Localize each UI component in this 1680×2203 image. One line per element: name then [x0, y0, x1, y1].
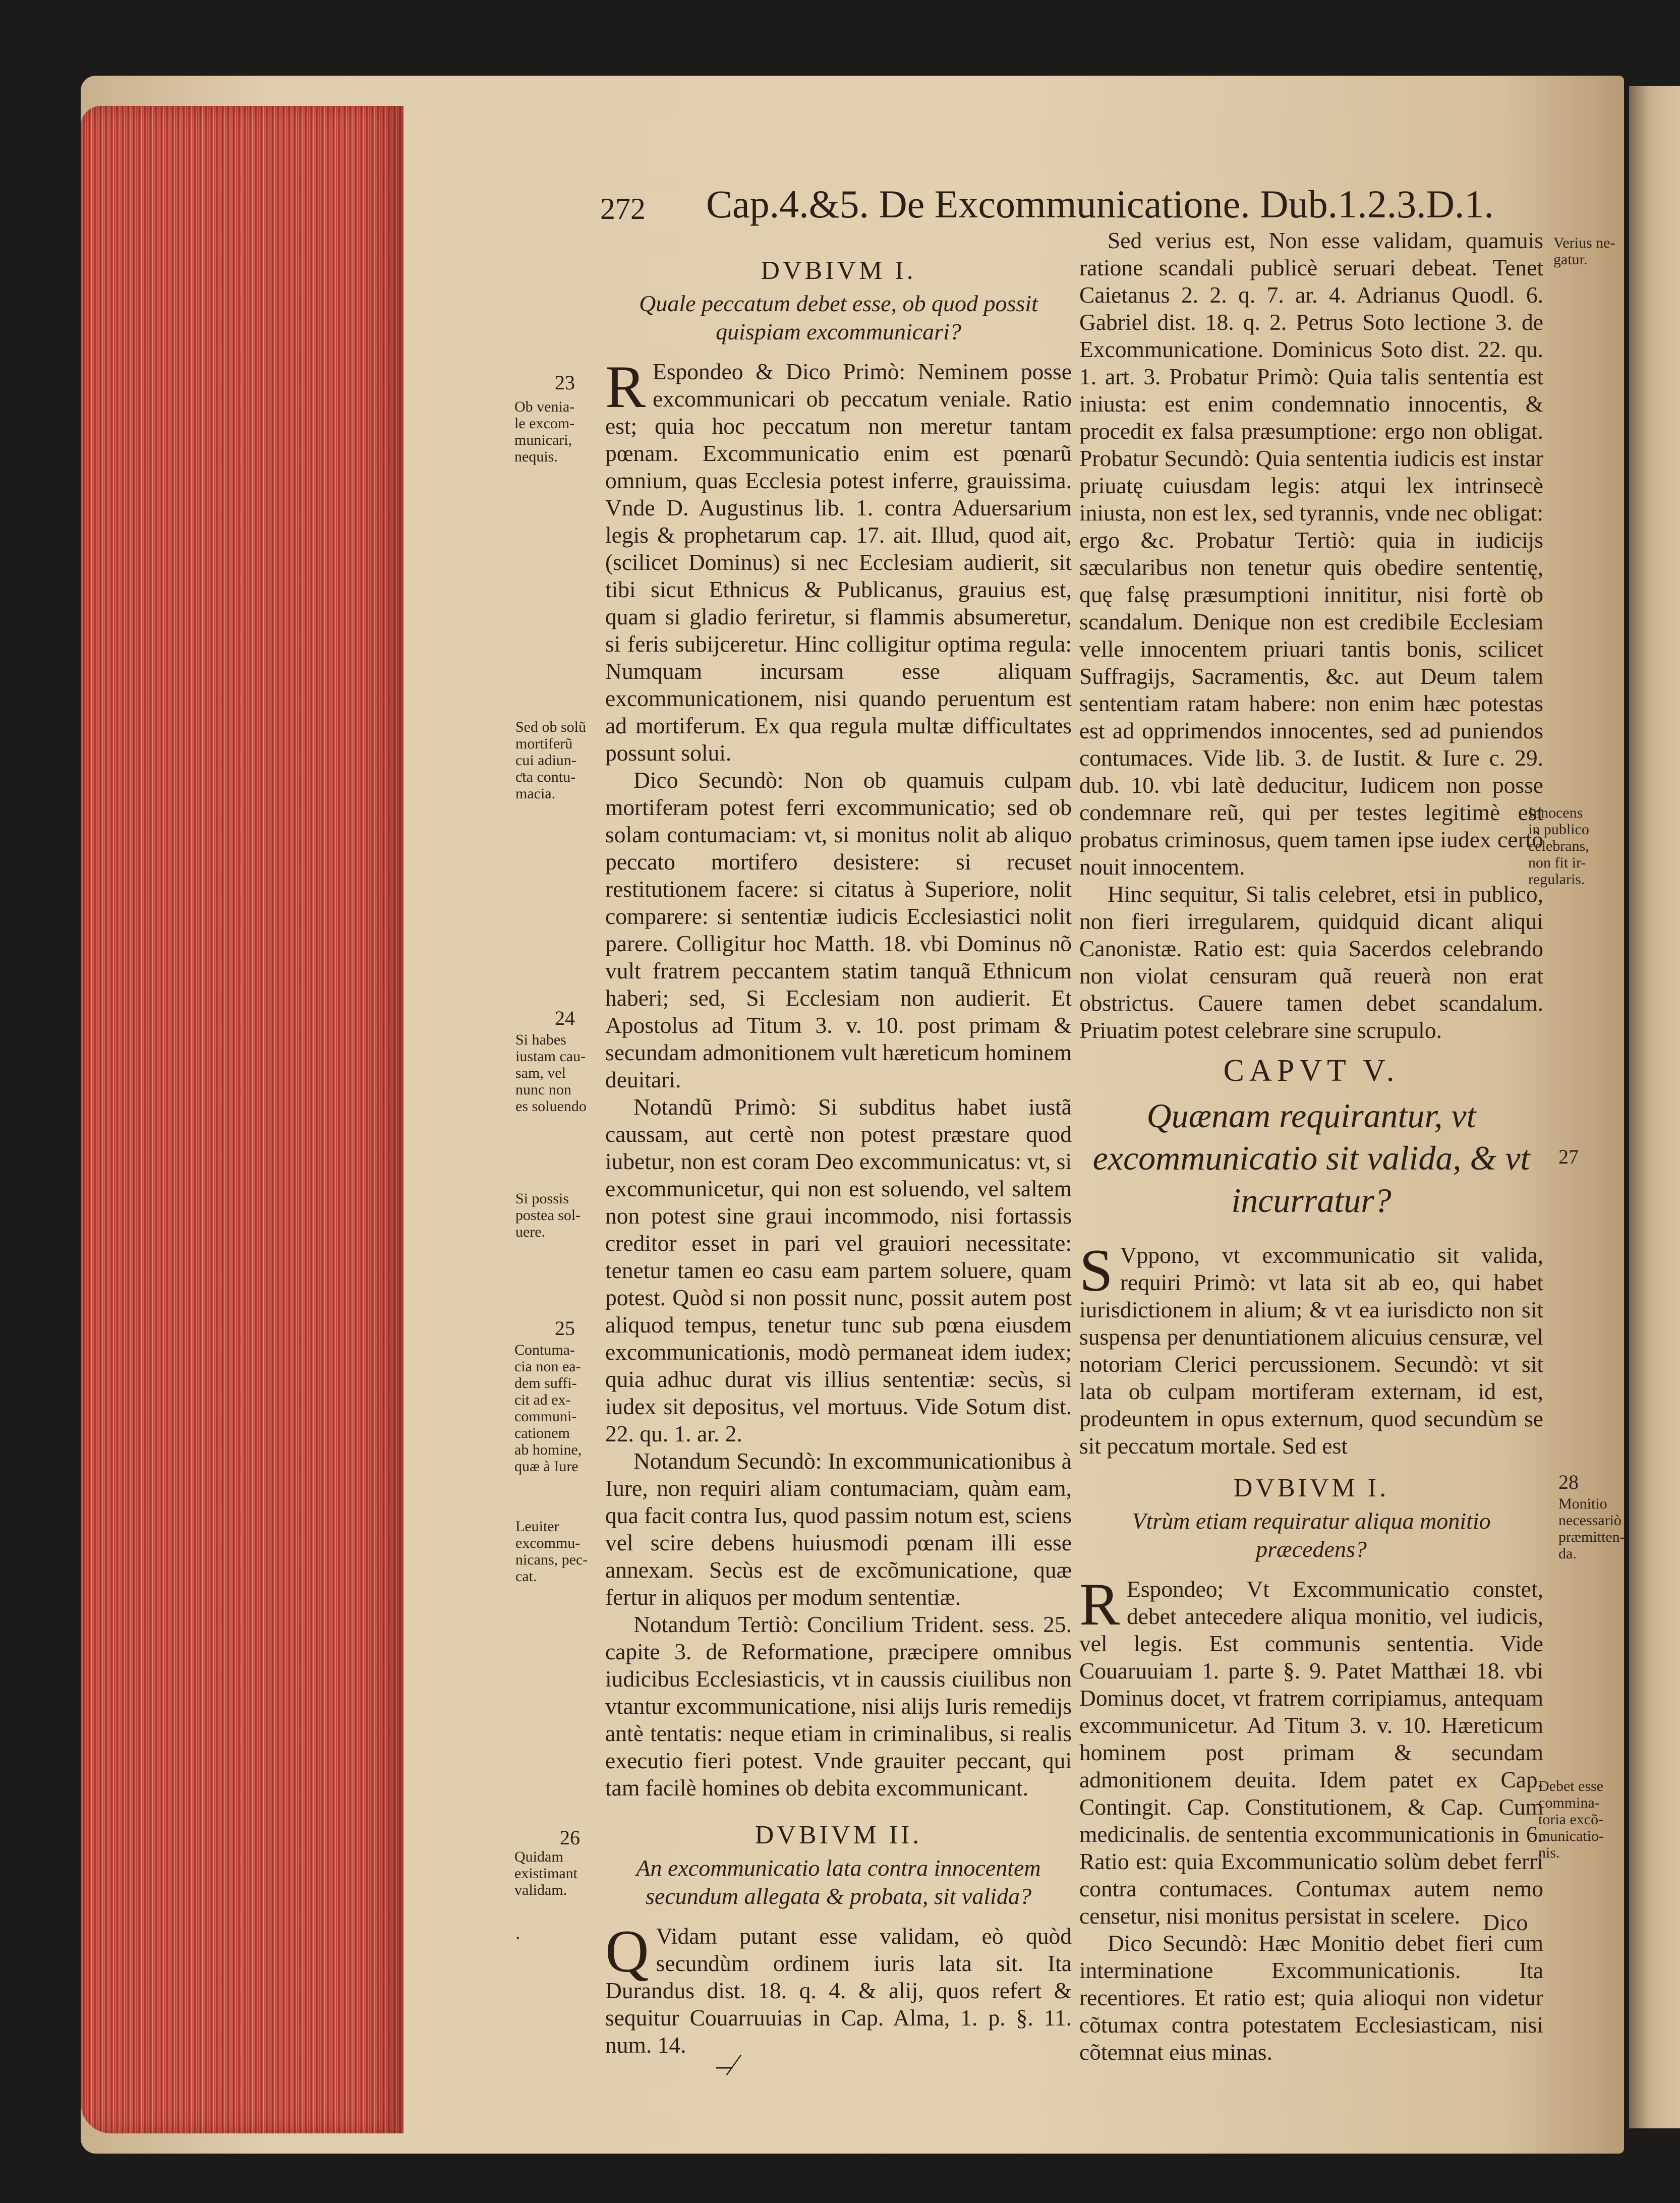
margin-note: Sed ob solũ mortiferũ cui adiun- ƈta contu- macia.	[515, 719, 587, 802]
dubium-1-question: Quale peccatum debet esse, ob quod possit quispiam excommunicari?	[639, 291, 1038, 344]
margin-note: Contuma- cia non ea- dem suffi- cit ad ex- communi- cationem ab homine, quæ à Iure	[514, 1342, 582, 1475]
margin-number: 24	[555, 1007, 575, 1029]
running-head-title: Cap.4.&5. De Excommunicatione. Dub.1.2.3.D.1.	[706, 182, 1494, 226]
paragraph: Notandum Tertiò: Concilium Trident. sess. 25. capite 3. de Reformatione, præcipere omnibus iudicibus Ecclesiasticis, vt in caussis ciuilibus non vtantur excommunicatione, nisi alijs Iuris remedijs antè tentatis: neque etiam in criminalibus, si realis executio fieri potest. Vnde grauiter peccant, qui tam facilè homines ob debita excommunicant.	[605, 1611, 1072, 1801]
margin-note: Ob venia- le excom- municari, nequis.	[514, 398, 575, 465]
paragraph	[1079, 1571, 1543, 1930]
paragraph: Notandum Secundò: In excommunicationibus à Iure, non requiri aliam contumaciam, quàm eam, qua facit contra Ius, quod passim notum est, sciens vel scire debens huiusmodi pœnam illi esse annexam. Secùs est de excõmunicatione, quæ fertur in aliquos per modum sententiæ.	[605, 1448, 1072, 1610]
ink-stroke-mark: –⁄	[716, 2048, 737, 2081]
margin-number: 25	[555, 1317, 575, 1340]
paragraph: Dico Secundò: Hæc Monitio debet fieri cum interminatione Excommunicationis. Ita recentiores. Et ratio est; quia alioqui non videtur cõtumax contra potestatem Ecclesiasticam, nisi cõtemnat eius minas.	[1079, 1930, 1543, 2065]
paragraph-text: Espondeo & Dico Primò: Neminem posse excommunicari ob peccatum veniale. Ratio est; quia hoc peccatum non meretur tantam pœnam. Excommunicatio enim est pœnarũ omnium, quas Ecclesia potest inferre, grauissima. Vnde D. Augustinus lib. 1. contra Aduersarium legis & prophetarum cap. 17. ait. Illud, quod ait, (scilicet Dominus) si nec Ecclesiam audierit, sit tibi sicut Ethnicus & Publicanus, grauius est, quam si gladio feriretur, si flammis absumeretur, si feris subijceretur. Hinc colligitur optima regula: Numquam incursam esse aliquam excommunicationem, nisi quando peruentum est ad mortiferum. Ex qua regula multæ difficultates possunt solui.	[605, 359, 1072, 766]
margin-note: Debet esse commina- toria excõ- municatio- nis.	[1538, 1778, 1604, 1861]
chapter-heading: CAPVT V.	[1223, 1054, 1400, 1088]
margin-note: Monitio necessariò præmitten- da.	[1558, 1495, 1625, 1562]
margin-note: Si possis postea sol- uere.	[515, 1190, 581, 1240]
facing-page-edge	[1629, 86, 1680, 2128]
margin-note: Si habes iustam cau- sam, vel nunc non es soluendo	[515, 1031, 587, 1115]
drop-cap: Q	[605, 1918, 649, 1985]
page-edges-red	[81, 106, 403, 2133]
right-column	[1079, 227, 1543, 2066]
paragraph	[605, 1918, 1072, 2059]
dubium-2-heading: DVBIVM II.	[755, 1821, 922, 1849]
margin-number: 28	[1558, 1471, 1579, 1493]
dubium-heading: DVBIVM I.	[1233, 1474, 1389, 1502]
paragraph	[605, 353, 1072, 767]
margin-note: Verius ne- gatur.	[1553, 235, 1615, 268]
left-column	[605, 257, 1072, 2059]
paragraph	[1079, 1237, 1543, 1460]
margin-number: 27	[1558, 1145, 1579, 1168]
margin-number: 26	[560, 1826, 580, 1849]
dubium-question: Vtrùm etiam requiratur aliqua monitio præcedens?	[1132, 1508, 1491, 1562]
paragraph-text: Vidam putant esse validam, eò quòd secundùm ordinem iuris lata sit. Ita Durandus dist. 18. q. 4. & alij, quos refert & sequitur Couarruuias in Cap. Alma, 1. p. §. 11. num. 14.	[605, 1923, 1072, 2058]
drop-cap: R	[1079, 1571, 1120, 1638]
page-number: 272	[600, 192, 646, 225]
margin-note: Innocens in publico celebrans, non fit ir- regularis.	[1528, 804, 1589, 888]
ink-dot-mark: ˙	[514, 1932, 522, 1955]
dubium-2-question: An excommunicatio lata contra innocentem secundum allegata & probata, sit valida?	[636, 1855, 1041, 1909]
paragraph-text: Vppono, vt excommunicatio sit valida, requiri Primò: vt lata sit ab eo, qui habet iurisdictionem in alium; & vt ea iurisdicto non sit suspensa per denuntiationem alicuius censuræ, vel notoriam Clerici percussionem. Secundò: vt sit lata ob culpam mortiferam externam, id est, prodeuntem in opus externum, quod secundùm se sit peccatum mortale. Sed est	[1079, 1242, 1543, 1459]
paragraph: Dico Secundò: Non ob quamuis culpam mortiferam potest ferri excommunicatio; sed ob solam contumaciam: vt, si monitus nolit ab aliquo peccato mortifero desistere: si recuset restitutionem facere: si citatus à Superiore, nolit comparere: si sententiæ iudicis Ecclesiastici nolit parere. Colligitur hoc Matth. 18. vbi Dominus nõ vult fratrem peccantem statim tanquã Ethnicum haberi; sed, Si Ecclesiam non audierit. Et Apostolus ad Titum 3. v. 10. post primam & secundam admonitionem vult hæreticum hominem deuitari.	[605, 767, 1072, 1092]
margin-note: Leuiter excommu- nicans, pec- cat.	[515, 1518, 588, 1585]
margin-note: Quidam existimant validam.	[514, 1848, 577, 1898]
dubium-1-heading: DVBIVM I.	[761, 256, 916, 285]
drop-cap: S	[1079, 1237, 1113, 1304]
drop-cap: R	[605, 353, 646, 420]
catchword: Dico	[1483, 1909, 1528, 1935]
paragraph: Hinc sequitur, Si talis celebret, etsi in publico, non fieri irregularem, quidquid dicant aliqui Canonistæ. Ratio est: quia Sacerdos celebrando non violat censuram quã reuerà non erat obstrictus. Cauere tamen debet scandalum. Priuatim potest celebrare sine scrupulo.	[1079, 881, 1543, 1043]
paragraph: Sed verius est, Non esse validam, quamuis ratione scandali publicè seruari debeat. Tenet Caietanus 2. 2. q. 7. ar. 4. Adrianus Quodl. 6. Gabriel dist. 18. q. 2. Petrus Soto lectione 3. de Excommunicatione. Dominicus Soto dist. 22. qu. 1. art. 3. Probatur Primò: Quia talis sententia est iniusta: est enim condemnatio innocentis, & procedit ex falsa præsumptione: ergo non obligat. Probatur Secundò: Quia sententia iudicis est instar priuatę cuiusdam legis: atqui lex intrinsecè iniusta, non est lex, sed tyrannis, vnde nec obligat: ergo &c. Probatur Tertiò: quia in iudicijs sæcularibus non tenetur quis obedire sententię, quę falsę præsumptioni innititur, nisi fortè ob scandalum. Denique non est credibile Ecclesiam velle innocentem priuari tantis bonis, scilicet Suffragijs, Sacramentis, &c. aut Deum talem sententiam ratam habere: non enim hæc potestas est ad opprimendos innocentes, sed ad puniendos contumaces. Vide lib. 3. de Iustit. & Iure c. 29. dub. 10. vbi latè deducitur, Iudicem non posse condemnare reũ, qui per testes legitimè est probatus criminosus, quem tamen ipse iudex certò nouit innocentem.	[1079, 227, 1543, 880]
chapter-question: Quænam requirantur, vt excommunicatio sit valida, & vt incurratur?	[1092, 1096, 1530, 1220]
paragraph: Notandũ Primò: Si subditus habet iustã caussam, aut certè non potest præstare quod iubetur, non est coram Deo excommunicatus: vt, si excommunicetur, qui non est soluendo, vel saltem non potest sine graui incommodo, nisi fortassis creditor esset in pari vel grauiori necessitate: tenetur tamen eo casu eam partem soluere, quam potest. Quòd si non possit nunc, possit autem post aliquod tempus, tenetur tunc sub pœna eiusdem excommunicationis, modò permaneat idem iudex; quia adhuc durat vis illius sententiæ: secùs, si iudex sit depositus, vel mortuus. Vide Sotum dist. 22. qu. 1. ar. 2.	[605, 1094, 1072, 1446]
margin-number: 23	[555, 371, 575, 394]
paragraph-text: Espondeo; Vt Excommunicatio constet, debet antecedere aliqua monitio, vel iudicis, vel legis. Est communis sententia. Vide Couaruuiam 1. parte §. 9. Patet Matthæi 18. vbi Dominus docet, vt fratrem corripiamus, antequam excommunicetur. Ad Titum 3. v. 10. Hæreticum hominem post primam & secundam admonitionem deuita. Idem patet ex Cap. Contingit. Cap. Constitutionem, & Cap. Cum medicinalis. de sententia excommunicationis in 6. Ratio est: quia Excommunicatio solùm debet ferri contra contumaces. Contumax autem nemo censetur, nisi monitus persistat in scelere.	[1079, 1576, 1543, 1929]
